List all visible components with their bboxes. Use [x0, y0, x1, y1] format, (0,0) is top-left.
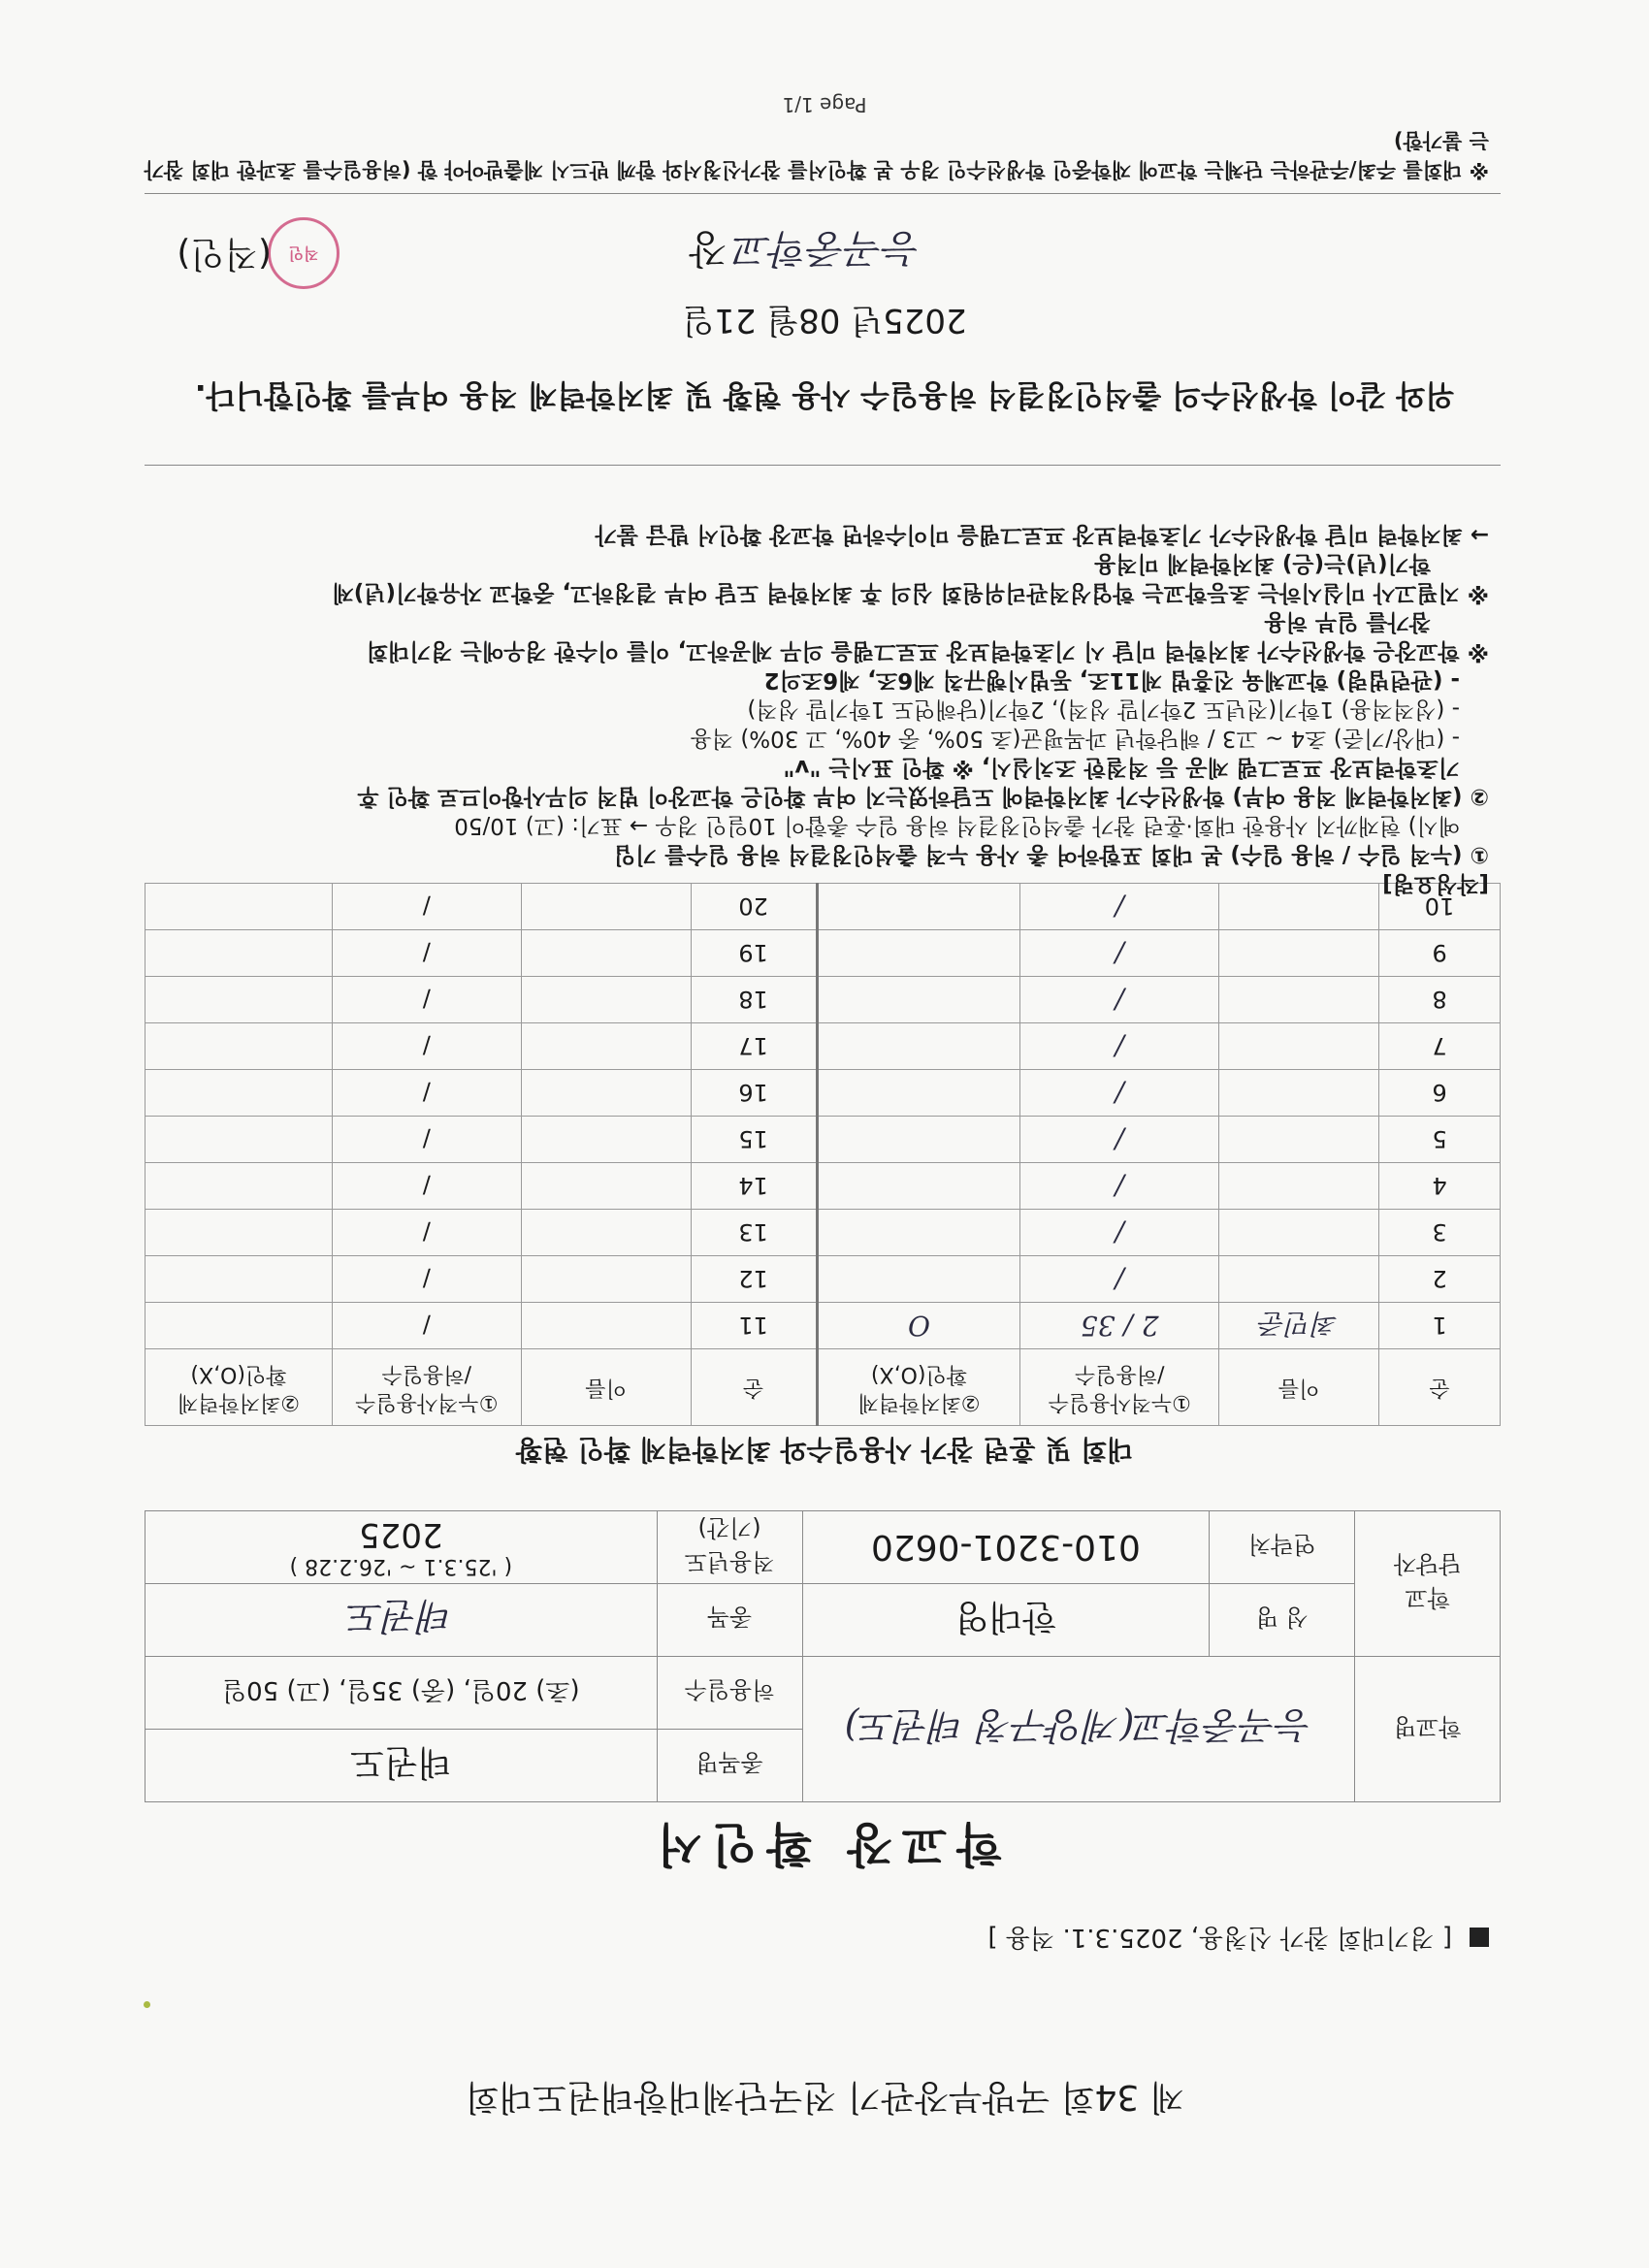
min-academic-check	[146, 1070, 333, 1117]
usage-days: /	[1020, 930, 1219, 977]
document-title: 학교장 확인서	[647, 1817, 1002, 1871]
table-row	[146, 1303, 1501, 1349]
usage-days: /	[1020, 1163, 1219, 1210]
usage-days: /	[332, 1163, 521, 1210]
footer-note: ※ 대회를 주최/주관하는 단체는 학교에 재학중인 학생선수인 경우 본 확인서를 참가신청서와 함께 반드시 제출받아야 함 (허용일수를 초과한 대회 참가는 불가함)	[144, 129, 1489, 181]
student-name	[1219, 1070, 1379, 1117]
table-row	[146, 1117, 1501, 1163]
row-number: 6	[1379, 1070, 1501, 1117]
row-number: 8	[1379, 977, 1501, 1023]
instruction-line: ※ 지필고사 미실시하는 초등학교는 학업성적관리위원회 심의 후 최저학력 도달 여부 결정하고, 중학교 자유학기(년)제	[332, 580, 1489, 605]
student-name	[521, 1163, 691, 1210]
row-number: 15	[691, 1117, 817, 1163]
usage-days: /	[332, 884, 521, 930]
usage-days: /	[332, 977, 521, 1023]
instruction-line: - (대상/기준) 초4 ~ 고3 / 해당학년 과목평균(초 50%, 중 40%, 고 30%) 적용	[690, 726, 1460, 751]
row-number: 17	[691, 1023, 817, 1070]
min-academic-check	[146, 977, 333, 1023]
row-number: 4	[1379, 1163, 1501, 1210]
min-academic-check	[146, 1210, 333, 1256]
official-seal-icon: 직인	[268, 217, 340, 289]
min-academic-check	[817, 1256, 1020, 1303]
table-row	[146, 1023, 1501, 1070]
row-number: 14	[691, 1163, 817, 1210]
period-value: ( '25.3.1 ~ '26.2.28 )	[289, 1554, 513, 1579]
min-academic-check: O	[817, 1303, 1020, 1349]
student-name	[1219, 977, 1379, 1023]
instruction-line: 참가를 일부 허용	[1264, 609, 1431, 634]
school-info-table	[145, 1510, 1501, 1802]
usage-table-title: 대회 및 훈련 참가 사용일수와 최저학력제 확인 현황	[515, 1434, 1134, 1466]
subject-label: 종목	[657, 1584, 802, 1657]
header-check: ②최저학력제 확인(O,X)	[146, 1349, 333, 1426]
min-academic-check	[817, 930, 1020, 977]
header-no: 순	[691, 1349, 817, 1426]
event-title: 제 34회 국방부장관기 전국단체대항태권도대회	[465, 2077, 1184, 2117]
min-academic-check	[146, 1117, 333, 1163]
usage-days: /	[1020, 1256, 1219, 1303]
student-name	[521, 1023, 691, 1070]
min-academic-check	[146, 930, 333, 977]
usage-days: /	[1020, 1210, 1219, 1256]
usage-days: /	[332, 1117, 521, 1163]
instruction-line: 예시) 현재까지 사용한 대회·훈련 참가 출석인정결석 허용 일수 총합이 10일인 경우 → 표기: (고) 10/50	[454, 813, 1460, 838]
min-academic-check	[146, 1023, 333, 1070]
principal-signature: 능곡중학교	[733, 226, 922, 271]
usage-days: /	[332, 1023, 521, 1070]
min-academic-check	[817, 1210, 1020, 1256]
student-name	[521, 1303, 691, 1349]
usage-days: /	[332, 1070, 521, 1117]
apply-note-text: [ 경기대회 참가 신청용, 2025.3.1. 적용 ]	[987, 1923, 1452, 1952]
student-name	[1219, 1163, 1379, 1210]
name-label: 성 명	[1210, 1584, 1355, 1657]
row-number: 18	[691, 977, 817, 1023]
student-name	[1219, 930, 1379, 977]
year-label: 적용년도 (기간)	[657, 1511, 802, 1584]
speck-mark	[144, 2001, 150, 2008]
usage-days: /	[332, 1256, 521, 1303]
student-name	[1219, 1117, 1379, 1163]
usage-days: /	[1020, 884, 1219, 930]
usage-days: 2 / 35	[1020, 1303, 1219, 1349]
row-number: 19	[691, 930, 817, 977]
usage-days: /	[1020, 1023, 1219, 1070]
min-academic-check	[146, 1303, 333, 1349]
usage-days: /	[332, 930, 521, 977]
table-row	[146, 930, 1501, 977]
student-name	[521, 977, 691, 1023]
instruction-line: → 최저학력 미달 학생선수가 기초학력보장 프로그램을 미이수하면 학교장 확인서 발급 불가	[595, 522, 1489, 547]
table-header-row	[146, 1349, 1501, 1426]
manager-label: 학교 담당자	[1355, 1511, 1501, 1657]
subject-value: 태권도	[146, 1584, 658, 1657]
issue-date: 2025년 08월 21일	[682, 301, 967, 340]
square-bullet-icon	[1470, 1928, 1489, 1947]
student-name	[521, 1117, 691, 1163]
row-number: 16	[691, 1070, 817, 1117]
row-number: 12	[691, 1256, 817, 1303]
student-name	[521, 1210, 691, 1256]
seal-label: (직인)	[177, 234, 272, 274]
min-academic-check	[817, 1070, 1020, 1117]
allowed-days-value: (초) 20일, (중) 35일, (고) 50일	[146, 1657, 658, 1730]
year-cell	[146, 1511, 658, 1584]
student-name	[521, 930, 691, 977]
min-academic-check	[146, 1256, 333, 1303]
instruction-line: - (관련법령) 학교체육 진흥법 제11조, 동법시행규칙 제6조, 제6조의2	[763, 667, 1460, 693]
student-name	[1219, 1210, 1379, 1256]
year-value: 2025	[359, 1515, 443, 1555]
min-academic-check	[146, 1163, 333, 1210]
contact-value: 010-3201-0620	[802, 1511, 1210, 1584]
min-academic-check	[817, 1117, 1020, 1163]
contact-label: 연락처	[1210, 1511, 1355, 1584]
table-row	[146, 1070, 1501, 1117]
event-value: 태권도	[146, 1730, 658, 1802]
student-name	[521, 1256, 691, 1303]
student-usage-table	[145, 883, 1501, 1426]
name-value: 한대영	[802, 1584, 1210, 1657]
header-days: ①누적사용일수 /허용일수	[1020, 1349, 1219, 1426]
event-label: 종목명	[657, 1730, 802, 1802]
allowed-days-label: 허용일수	[657, 1657, 802, 1730]
school-label: 학교명	[1355, 1657, 1501, 1802]
divider	[145, 465, 1501, 466]
instruction-line: 기초학력보장 프로그램 제공 등 적절한 조치실시, ※ 확인 표시는 "v"	[783, 755, 1460, 780]
row-number: 9	[1379, 930, 1501, 977]
row-number: 13	[691, 1210, 817, 1256]
header-no: 순	[1379, 1349, 1501, 1426]
instruction-line: - (성적적용) 1학기(전년도 2학기말 성적), 2학기(당해연도 1학기말 성적)	[747, 697, 1460, 722]
row-number: 3	[1379, 1210, 1501, 1256]
instruction-line: ② (최저학력제 적용 여부) 학생선수가 최저학력에 도달하였는지 여부 확인은 학교장이 법적 의무사항이므로 확인 후	[357, 784, 1489, 809]
usage-days: /	[332, 1210, 521, 1256]
confirmation-statement: 위와 같이 학생선수의 출석인정결석 허용일수 사용 현황 및 최저학력제 적용 여부를 확인합니다.	[194, 377, 1455, 412]
row-number: 2	[1379, 1256, 1501, 1303]
row-number: 7	[1379, 1023, 1501, 1070]
page-number: Page 1/1	[782, 93, 867, 116]
table-row	[146, 1210, 1501, 1256]
table-row	[146, 1163, 1501, 1210]
row-number: 10	[1379, 884, 1501, 930]
row-number: 1	[1379, 1303, 1501, 1349]
instructions-heading: [작성요령]	[1382, 871, 1489, 896]
header-days: ①누적사용일수 /허용일수	[332, 1349, 521, 1426]
student-name	[1219, 1023, 1379, 1070]
table-row	[146, 977, 1501, 1023]
min-academic-check	[817, 977, 1020, 1023]
header-name: 이름	[521, 1349, 691, 1426]
usage-days: /	[332, 1303, 521, 1349]
row-number: 5	[1379, 1117, 1501, 1163]
instruction-line: 학기(년)는(은) 최저학력제 미적용	[1094, 551, 1431, 576]
min-academic-check	[817, 1163, 1020, 1210]
header-check: ②최저학력제 확인(O,X)	[817, 1349, 1020, 1426]
apply-note	[988, 1922, 1489, 1958]
instruction-line: ① (누적 일수 / 허용 일수) 본 대회 포함하여 총 사용 누적 출석인정결석 허용 일수를 기입	[613, 842, 1489, 867]
header-name: 이름	[1219, 1349, 1379, 1426]
instructions	[141, 520, 1489, 898]
usage-days: /	[1020, 1070, 1219, 1117]
usage-days: /	[1020, 1117, 1219, 1163]
divider	[145, 193, 1501, 194]
table-row	[146, 1256, 1501, 1303]
usage-days: /	[1020, 977, 1219, 1023]
principal-label: 장	[689, 226, 727, 271]
school-value: 능곡중학교(계양구청 태권도)	[802, 1657, 1355, 1802]
table-body	[146, 884, 1501, 1349]
min-academic-check	[817, 1023, 1020, 1070]
row-number: 20	[691, 884, 817, 930]
instruction-line: ※ 학교장은 학생선수가 최저학력 미달 시 기초학력보장 프로그램을 의무 제공하고, 이를 이수한 경우에는 경기대회	[366, 638, 1489, 664]
student-name	[1219, 1256, 1379, 1303]
row-number: 11	[691, 1303, 817, 1349]
student-name	[521, 1070, 691, 1117]
student-name: 최민준	[1219, 1303, 1379, 1349]
